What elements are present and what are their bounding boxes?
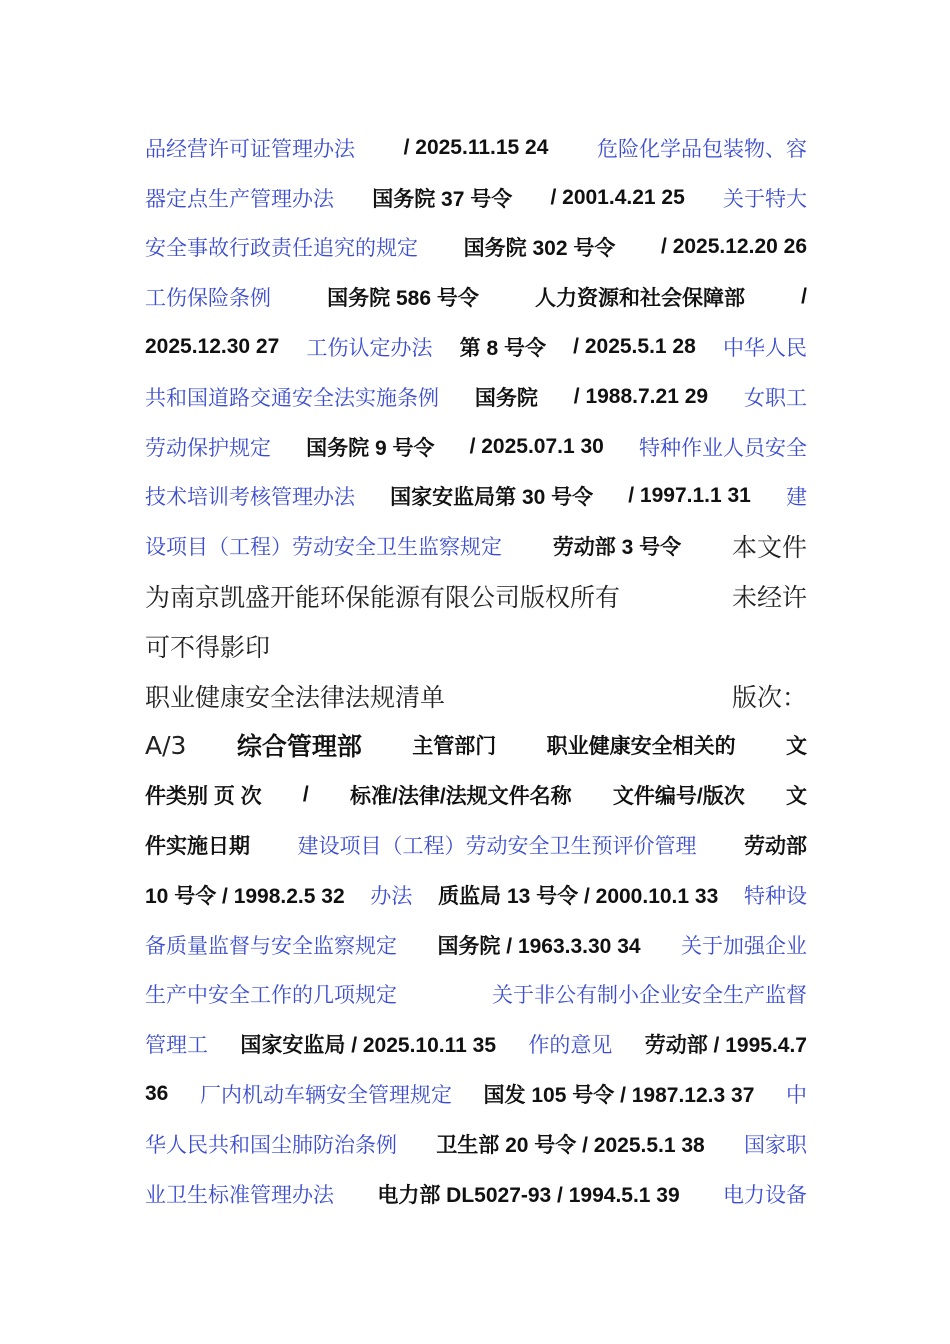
text-segment: 建设项目（工程）劳动安全卫生预评价管理: [297, 834, 697, 859]
text-segment: 2025.12.30 27: [145, 335, 280, 359]
text-segment: 国务院 586 号令: [327, 287, 479, 311]
text-segment: / 2025.11.15 24: [403, 135, 549, 159]
text-line: [145, 372, 807, 422]
text-line: [145, 671, 807, 721]
text-line: [145, 223, 807, 273]
text-line: [145, 472, 807, 522]
text-segment: 作的意见: [528, 1033, 613, 1058]
text-segment: 国发 105 号令 / 1987.12.3 37: [483, 1084, 755, 1108]
text-segment: 业卫生标准管理办法: [145, 1182, 334, 1207]
text-segment: 工伤保险条例: [145, 286, 271, 311]
text-segment: 卫生部 20 号令 / 2025.5.1 38: [436, 1133, 705, 1157]
text-segment: 建: [785, 485, 807, 510]
text-segment: A/3: [145, 730, 187, 760]
text-line: [145, 123, 807, 173]
text-segment: 劳动部 / 1995.4.7: [644, 1034, 807, 1058]
text-segment: 36: [145, 1082, 169, 1106]
text-segment: 职业健康安全相关的: [546, 735, 736, 759]
text-line: [145, 820, 807, 870]
text-segment: 件实施日期: [145, 835, 250, 859]
text-segment: 电力部 DL5027-93 / 1994.5.1 39: [377, 1183, 680, 1207]
text-segment: 厂内机动车辆安全管理规定: [199, 1083, 452, 1108]
text-segment: / 1988.7.21 29: [573, 384, 709, 408]
text-segment: 品经营许可证管理办法: [145, 136, 355, 161]
text-segment: 第 8 号令: [459, 337, 546, 361]
text-segment: 危险化学品包装物、容: [597, 136, 807, 161]
text-segment: 中: [785, 1083, 807, 1108]
document-body: [145, 123, 807, 1219]
text-line: [145, 322, 807, 372]
text-segment: 国务院 9 号令: [306, 436, 435, 460]
text-segment: / 2025.5.1 28: [573, 335, 696, 359]
text-segment: 特种作业人员安全: [638, 435, 807, 460]
text-segment: 办法: [370, 883, 413, 908]
text-segment: 备质量监督与安全监察规定: [145, 933, 397, 958]
text-segment: 件类别 页 次: [145, 785, 262, 809]
text-segment: 国务院 37 号令: [372, 187, 513, 211]
text-line: [145, 571, 807, 621]
text-segment: / 2001.4.21 25: [550, 185, 685, 209]
text-segment: 共和国道路交通安全法实施条例: [145, 385, 439, 410]
text-segment: 技术培训考核管理办法: [145, 485, 355, 510]
text-segment: 管理工: [145, 1033, 208, 1058]
text-segment: / 2025.07.1 30: [469, 434, 604, 458]
text-segment: / 1997.1.1 31: [628, 484, 751, 508]
text-line: [145, 173, 807, 223]
text-segment: 10 号令 / 1998.2.5 32: [145, 884, 345, 908]
text-segment: 可不得影印: [145, 632, 271, 662]
text-line: [145, 770, 807, 820]
text-segment: 关于非公有制小企业安全生产监督: [492, 983, 807, 1008]
text-segment: 未经许: [731, 583, 807, 613]
text-line: [145, 422, 807, 472]
text-segment: 劳动部: [744, 835, 807, 859]
text-segment: 安全事故行政责任追究的规定: [145, 236, 418, 261]
text-segment: 文件编号/版次: [612, 785, 745, 809]
text-segment: 文: [785, 785, 807, 809]
text-segment: 人力资源和社会保障部: [535, 287, 745, 311]
text-segment: 版次：: [731, 682, 807, 712]
text-segment: 女职工: [743, 385, 807, 410]
text-segment: 劳动保护规定: [145, 435, 271, 460]
text-segment: /: [801, 285, 807, 309]
text-line: [145, 1019, 807, 1069]
text-segment: 设项目（工程）劳动安全卫生监察规定: [145, 535, 502, 560]
text-segment: 标准/法律/法规文件名称: [349, 785, 572, 809]
text-line: [145, 521, 807, 571]
text-segment: 国家安监局 / 2025.10.11 35: [240, 1034, 496, 1058]
text-segment: 国务院 / 1963.3.30 34: [437, 934, 641, 958]
text-segment: 主管部门: [412, 735, 497, 759]
text-line: [145, 272, 807, 322]
text-segment: 华人民共和国尘肺防治条例: [145, 1132, 397, 1157]
text-segment: 劳动部 3 号令: [552, 536, 682, 560]
text-segment: 质监局 13 号令 / 2000.10.1 33: [438, 884, 719, 908]
text-line: [145, 721, 807, 771]
text-line: [145, 1069, 807, 1119]
text-segment: 国务院 302 号令: [463, 237, 616, 261]
text-segment: 生产中安全工作的几项规定: [145, 983, 397, 1008]
text-segment: 本文件: [731, 533, 807, 563]
text-segment: 电力设备: [723, 1182, 807, 1207]
text-segment: 国家安监局第 30 号令: [390, 486, 594, 510]
text-segment: 国家职: [744, 1132, 807, 1157]
text-segment: 为南京凯盛开能环保能源有限公司版权所有: [145, 583, 621, 613]
text-segment: /: [302, 783, 309, 807]
text-line: [145, 1119, 807, 1169]
text-segment: 文: [785, 735, 807, 759]
text-segment: 器定点生产管理办法: [145, 186, 334, 211]
text-segment: 国务院: [474, 386, 538, 410]
text-segment: 工伤认定办法: [306, 336, 433, 361]
text-line: [145, 870, 807, 920]
text-segment: 特种设: [744, 883, 807, 908]
text-segment: 关于特大: [722, 186, 807, 211]
text-line: [145, 920, 807, 970]
text-line: [145, 1169, 807, 1219]
text-segment: 职业健康安全法律法规清单: [145, 682, 446, 712]
text-line: [145, 970, 807, 1020]
text-line: [145, 621, 807, 671]
text-segment: 中华人民: [722, 336, 807, 361]
text-segment: / 2025.12.20 26: [661, 235, 807, 259]
text-segment: 综合管理部: [236, 732, 362, 762]
text-segment: 关于加强企业: [681, 933, 807, 958]
